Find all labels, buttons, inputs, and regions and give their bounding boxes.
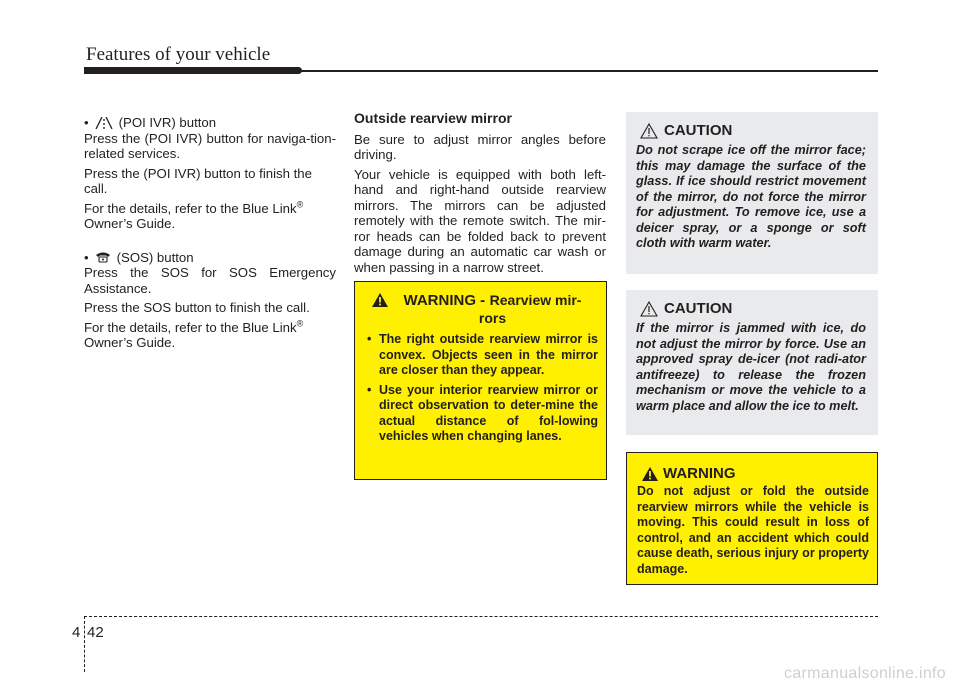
poi-bullet: • (POI IVR) button (84, 115, 217, 130)
mirror-paragraph-1: Be sure to adjust mirror angles before driving. (354, 131, 606, 162)
page-header-title: Features of your vehicle (86, 44, 271, 65)
warning-fold-header (641, 465, 869, 482)
phone-icon (95, 251, 111, 263)
sos-bullet: • (SOS) button (84, 249, 194, 265)
warning-fold-title: WARNING (663, 465, 736, 482)
section-title: Outside rearview mirror (354, 110, 512, 126)
list-item: • The right outside rearview mirror is convex. Objects seen in the mirror are closer than they appear. (365, 332, 598, 379)
warning-rearview-box (354, 281, 607, 480)
section-number: 4 (72, 624, 81, 641)
warning-triangle-icon (371, 292, 389, 308)
sos-paragraph-1: Press the SOS for SOS Emergency Assistance. (84, 265, 336, 296)
watermark: carmanualsonline.info (784, 665, 946, 682)
header-bar (84, 67, 302, 74)
sos-paragraph-2: Press the SOS button to finish the call. (84, 300, 310, 315)
poi-paragraph-1: Press the (POI IVR) button for naviga-tion-related services. (84, 130, 336, 161)
middle-column (354, 111, 606, 279)
warning-rearview-list (365, 332, 598, 445)
page-number: 42 (87, 624, 104, 641)
caution-jammed-mirror-title: CAUTION (664, 300, 733, 317)
footer-rule (84, 616, 878, 617)
warning-triangle-icon (641, 466, 659, 482)
caution-ice-scrape-header (636, 122, 866, 139)
road-icon (95, 117, 113, 129)
sos-paragraph-3: For the details, refer to the Blue Link® Owner’s Guide. (84, 318, 304, 350)
mirror-paragraph-2: Your vehicle is equipped with both left-hand and right-hand outside rearview mirrors. The mirrors can be adjusted remotely with the remote switch. The mir-ror heads can be folded back to prevent damage during an automatic car wash or when passing in a narrow street. (354, 166, 606, 275)
sos-button-label: (SOS) button (116, 249, 194, 265)
caution-jammed-mirror-header (636, 300, 866, 317)
footer-divider (84, 616, 85, 672)
caution-triangle-icon (640, 123, 658, 139)
warning-rearview-header (365, 292, 598, 328)
caution-ice-scrape-title: CAUTION (664, 122, 733, 139)
header-rule (300, 70, 878, 72)
warning-rearview-title: WARNING - (403, 292, 486, 309)
warning-fold-body: Do not adjust or fold the outside rearview mirrors while the vehicle is moving. This could result in loss of control, and an accident which could cause death, serious injury or property damage. (637, 484, 869, 576)
caution-jammed-mirror-body: If the mirror is jammed with ice, do not adjust the mirror by force. Use an approved spray de-icer (not radi-ator antifreeze) to release the frozen mechanism or move the vehicle to a warm place and allow the ice to melt. (636, 321, 866, 413)
caution-triangle-icon (640, 301, 658, 317)
caution-jammed-mirror-box (626, 290, 878, 435)
warning-fold-box (626, 452, 878, 585)
poi-button-label: (POI IVR) button (118, 115, 217, 130)
poi-paragraph-2: Press the (POI IVR) button to finish the call. (84, 165, 312, 196)
list-item: • Use your interior rearview mirror or direct observation to deter-mine the actual distance of fol-lowing vehicles when changing lanes. (365, 383, 598, 445)
caution-ice-scrape-box (626, 112, 878, 274)
caution-ice-scrape-body: Do not scrape ice off the mirror face; this may damage the surface of the glass. If ice should restrict movement of the mirror, do not force the mirror for adjustment. To remove ice, use a deicer spray, or a sponge or soft cloth with warm water. (636, 143, 866, 250)
warning-rearview-subtitle: Rearview mir-rors (478, 292, 582, 326)
left-column (84, 115, 336, 355)
poi-paragraph-3: For the details, refer to the Blue Link® Owner’s Guide. (84, 199, 304, 231)
